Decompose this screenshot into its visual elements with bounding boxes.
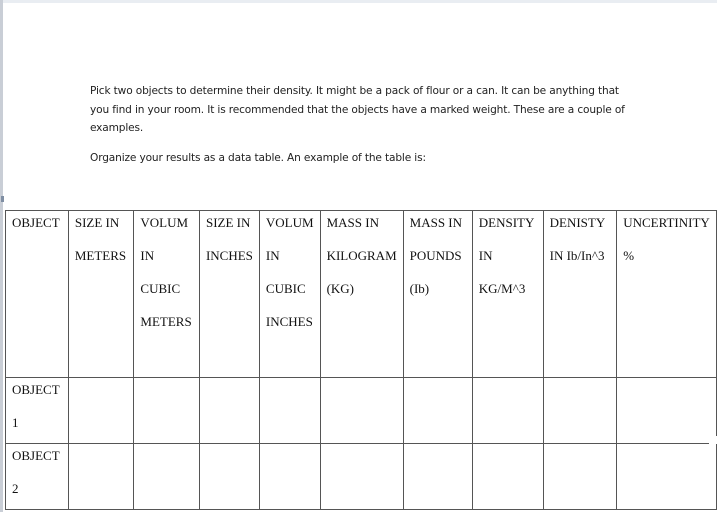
empty-cell[interactable] [403, 378, 472, 444]
page-edge-notch [709, 436, 717, 444]
empty-cell[interactable] [320, 444, 403, 510]
empty-cell[interactable] [199, 444, 259, 510]
empty-cell[interactable] [199, 378, 259, 444]
header-object: OBJECT [12, 215, 60, 230]
table-intro-paragraph: Organize your results as a data table. An example of the table is: [90, 152, 426, 164]
empty-cell[interactable] [68, 444, 134, 510]
header-cell[interactable] [403, 211, 472, 378]
density-data-table [5, 210, 717, 510]
header-density-kg: DENSITY IN KG/M^3 [478, 215, 534, 296]
header-size-meters: SIZE IN METERS [74, 215, 127, 263]
header-size-inches: SIZE IN INCHES [205, 215, 253, 263]
empty-cell[interactable] [472, 444, 543, 510]
row-label-cell[interactable] [6, 378, 69, 444]
header-cell[interactable] [259, 211, 320, 378]
empty-cell[interactable] [320, 378, 403, 444]
empty-cell[interactable] [259, 378, 320, 444]
row-label: OBJECT 1 [12, 382, 60, 430]
header-uncertainty: UNCERTINITY % [623, 215, 710, 263]
header-volume-cubic-meters: VOLUM IN CUBIC METERS [140, 215, 192, 329]
empty-cell[interactable] [68, 378, 134, 444]
table-move-handle[interactable] [1, 196, 4, 202]
row-label: OBJECT 2 [12, 448, 60, 496]
header-volume-cubic-inches: VOLUM IN CUBIC INCHES [265, 215, 314, 329]
header-cell[interactable] [134, 211, 200, 378]
header-density-lb: DENISTY IN Ib/In^3 [549, 215, 605, 263]
header-cell[interactable] [543, 211, 617, 378]
empty-cell[interactable] [543, 444, 617, 510]
empty-cell[interactable] [134, 444, 200, 510]
header-cell[interactable] [320, 211, 403, 378]
header-cell[interactable] [68, 211, 134, 378]
empty-cell[interactable] [403, 444, 472, 510]
row-label-cell[interactable] [6, 444, 69, 510]
header-cell[interactable] [472, 211, 543, 378]
empty-cell[interactable] [259, 444, 320, 510]
empty-cell[interactable] [617, 378, 717, 444]
page-left-edge [0, 0, 3, 512]
instruction-paragraph: Pick two objects to determine their density. It might be a pack of flour or a can. It can be anything that you find in your room. It is recommended that the objects have a marked weight. These are a couple of examples. [90, 85, 625, 134]
header-cell[interactable] [199, 211, 259, 378]
table-row [6, 444, 717, 510]
empty-cell[interactable] [543, 378, 617, 444]
table-header-row [6, 211, 717, 378]
header-mass-kg: MASS IN KILOGRAM (KG) [326, 215, 397, 296]
empty-cell[interactable] [472, 378, 543, 444]
header-mass-pounds: MASS IN POUNDS (Ib) [409, 215, 463, 296]
header-cell[interactable] [6, 211, 69, 378]
header-cell[interactable] [617, 211, 717, 378]
table-row [6, 378, 717, 444]
empty-cell[interactable] [134, 378, 200, 444]
page-top-strip [0, 0, 717, 3]
empty-cell[interactable] [617, 444, 717, 510]
